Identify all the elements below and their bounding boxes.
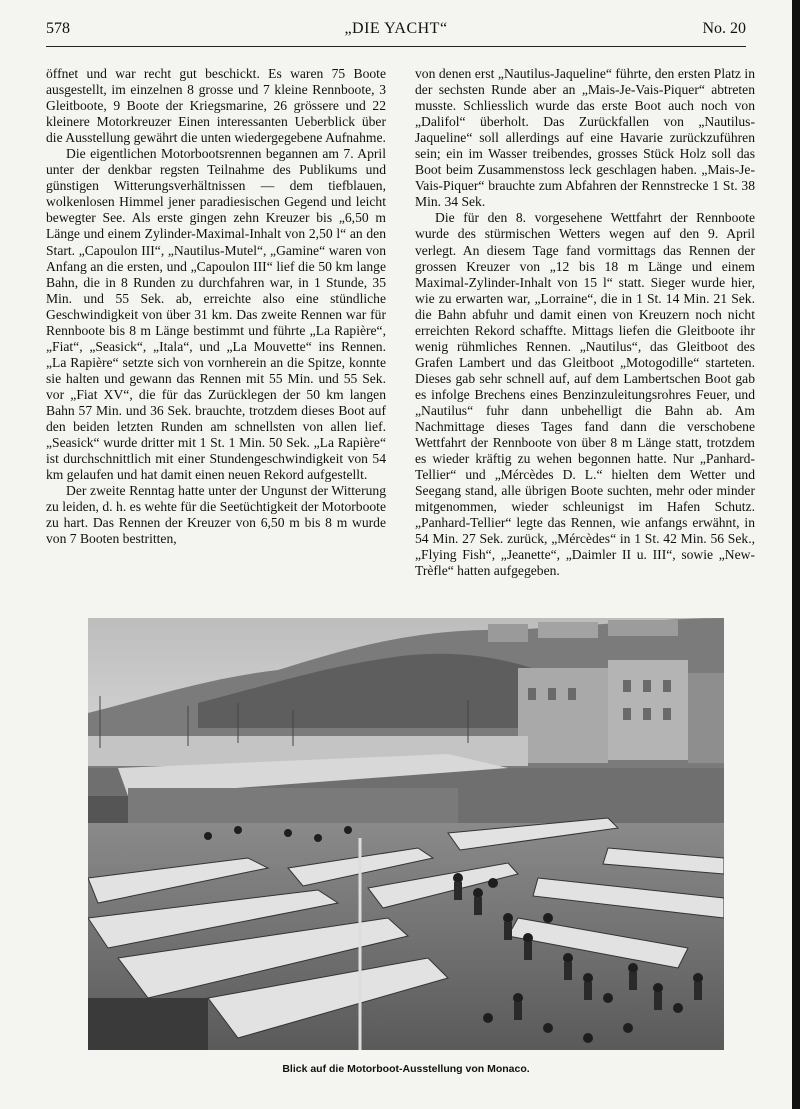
exhibition-photograph (88, 618, 724, 1050)
header-rule (46, 46, 746, 47)
figure-caption: Blick auf die Motorboot-Ausstellung von Monaco. (282, 1063, 530, 1075)
running-header (46, 20, 746, 44)
journal-title: „DIE YACHT“ (344, 20, 448, 37)
paragraph: öffnet und war recht gut beschickt. Es waren 75 Boote ausgestellt, im einzelnen 8 grosse und 7 kleine Rennboote, 3 Gleitboote, 9 Boote der Kriegsmarine, 26 grössere und 22 kleinere Motorkreuzer Einen interessanten Ueberblick über die Ausstellung gewährt die unten wiedergegebene Aufnahme. (46, 66, 386, 146)
paragraph: Die für den 8. vorgesehene Wettfahrt der Rennboote wurde des stürmischen Wetters wegen auf den 9. April verlegt. An diesem Tage fand vormittags das Rennen der grossen Kreuzer von „12 bis 18 m Länge und einem Maximal-Zylinder-Inhalt von 15 l“ statt. Sieger wurde hier, wie zu erwarten war, „Lorraine“, die in 1 St. 14 Min. 21 Sek. die Bahn abfuhr und damit einen von Kreuzern noch nicht erreichten Rekord schaffte. Mittags liefen die Gleitboote ihr wenig rühmliches Rennen. „Nautilus“, das Gleitboot des Grafen Lambert und das Gleitboot „Motogodille“ starteten. Dieses gab sehr schnell auf, auf dem Lambertschen Boot gab es infolge Brechens eines Benzinzuleitungsrohres Feuer, und „Nautilus“ fuhr dann unbehelligt die Bahn ab. Am Nachmittage dieses Tages fand dann die verschobene Wettfahrt der Rennboote von über 8 m Länge statt, trotzdem es wieder kräftig zu wehen begonnen hatte. Nur „Panhard-Tellier“ und „Mércèdes D. L.“ hielten dem Wetter und Seegang stand, alle übrigen Boote suchten, mehr oder minder mitgenommen, wieder schleunigst im Hafen Schutz. „Panhard-Tellier“ legte das Rennen, wie anfangs erwähnt, in 54 Min. 27 Sek. zurück, „Mércèdes“ in 1 St. 42 Min. 56 Sek., „Flying Fish“, „Jeanette“, „Daimler II u. III“, sowie „New-Trèfle“ hatten aufgegeben. (415, 210, 755, 579)
photo-illustration (88, 618, 724, 1050)
page-number: 578 (46, 20, 70, 37)
paragraph: Die eigentlichen Motorbootsrennen begannen am 7. April unter der denkbar regsten Teilnahme des Publikums und günstigen Witterungsverhältnissen — dem tiefblauen, wolkenlosen Himmel jener paradiesischen Gegend und leicht bewegter See. Als erste gingen zehn Kreuzer bis „6,50 m Länge und einem Zylinder-Maximal-Inhalt von 2,50 l“ an den Start. „Capoulon III“, „Nautilus-Mutel“, „Gamine“ waren von Anfang an die ersten, und „Capoulon III“ lief die 50 km lange Bahn, die in 8 Runden zu durchfahren war, in 1 Stunde, 35 Min. und 55 Sek. ab, erreichte also eine stündliche Geschwindigkeit von über 31 km. Das zweite Rennen war für Rennboote bis 8 m Länge bestimmt und führte „La Rapière“, „Fiat“, „Seasick“, „Itala“, und „La Mouvette“ ins Rennen. „La Rapière“ setzte sich von vornherein an die Spitze, konnte sie halten und gewann das Rennen mit 55 Min. und 55 Sek. vor „Fiat XV“, die für das Zurücklegen der 50 km langen Bahn 57 Min. und 36 Sek. brauchte, trotzdem dieses Boot auf den beiden letzten Runden am schnellsten von allen lief. „Seasick“ wurde dritter mit 1 St. 1 Min. 50 Sek. „La Rapière“ ist durchschnittlich mit einer Stundengeschwindigkeit von 54 km gelaufen und hat damit einen neuen Rekord aufgestellt. (46, 146, 386, 483)
page-edge-border (792, 0, 800, 1109)
right-text-column (415, 66, 755, 580)
paragraph: Der zweite Renntag hatte unter der Ungunst der Witterung zu leiden, d. h. es wehte für die Seetüchtigkeit der Motorboote zu hart. Das Rennen der Kreuzer von 6,50 m bis 8 m wurde von 7 Booten bestritten, (46, 483, 386, 547)
left-text-column (46, 66, 386, 547)
paragraph: von denen erst „Nautilus-Jaqueline“ führte, den ersten Platz in der sechsten Runde aber an „Mais-Je-Vais-Piquer“ abtreten musste. Schliesslich wurde das erste Boot auch noch von „Dalifol“ überholt. Das Zurückfallen von „Nautilus-Jaqueline“ soll allerdings auf eine Havarie zurückzuführen sein; ein im Wasser treibendes, grosses Stück Holz soll das Boot beim Zusammenstoss leck geschlagen haben. „Mais-Je-Vais-Piquer“ brauchte zum Abfahren der Rennstrecke 1 St. 38 Min. 34 Sek. (415, 66, 755, 210)
issue-number: No. 20 (702, 20, 746, 37)
